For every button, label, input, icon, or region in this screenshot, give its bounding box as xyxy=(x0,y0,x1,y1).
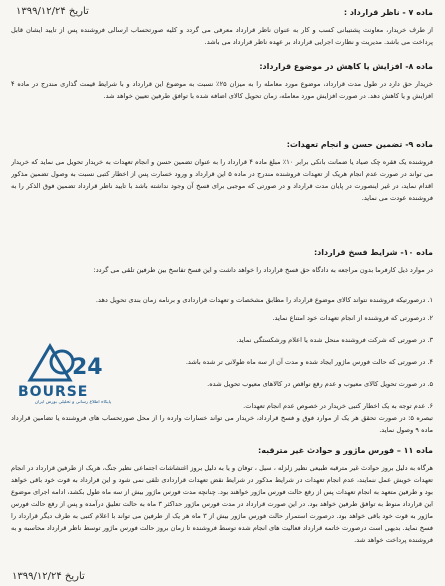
section-7-text xyxy=(11,24,433,48)
section-10-heading: ماده ۱۰- شرایط فسخ قرارداد: xyxy=(313,248,433,257)
section-10-note xyxy=(11,412,433,436)
section-11-text xyxy=(11,462,433,572)
list-item: ۶. عدم توجه به یک اخطار کتبی خریدار در خصوص عدم انجام تعهدات. xyxy=(243,402,433,410)
logo-subtitle: پایگاه اطلاع رسانی و تحلیلی بورس ایران xyxy=(34,400,112,405)
bottom-date-stamp: تاریخ ۱۳۹۹/۱۲/۲۴ xyxy=(12,571,85,582)
list-item: ۳. در صورتی که شرکت فروشنده منحل شده یا اعلام ورشکستگی نماید. xyxy=(236,336,433,344)
list-item: ۲. درصورتی که فروشنده از انجام تعهدات خود امتناع نماید. xyxy=(272,314,433,322)
section-9-heading: ماده ۹- تضمین حسن و انجام تعهدات: xyxy=(286,140,433,149)
section-9-text xyxy=(11,156,433,204)
logo-wordmark: BOURSE xyxy=(18,384,89,400)
list-item: ۵. در صورت تحویل کالای معیوب و عدم رفع نواقص در کالاهای معیوب تحویل شده. xyxy=(207,380,433,388)
section-10-intro xyxy=(11,264,433,276)
section-8-text xyxy=(11,78,433,102)
section-10-intro-text: در موارد ذیل کارفرما بدون مراجعه به دادگاه حق فسخ قرارداد را خواهد داشت و این فسخ تفاسخ بین طرفین تلقی می گردد: xyxy=(93,266,433,274)
section-7-paragraph: از طرف خریدار، معاونت پشتیبانی کسب و کار به عنوان ناظر قرارداد معرفی می گردد و کلیه صورتحساب ارسالی فروشنده پس از تایید ایشان قابل پرداخت می باشد. مدیریت و نظارت اجرایی قرارداد بر عهده ناظر قرارداد می باشد. xyxy=(11,26,433,46)
section-11-heading: ماده ۱۱ – فورس ماژور و حوادث غیر مترقبه: xyxy=(258,446,433,455)
svg-text:24: 24 xyxy=(72,355,103,380)
date-stamp: تاریخ ۱۳۹۹/۱۲/۲۴ xyxy=(16,6,89,17)
section-8-heading: ماده ۸- افزایش یا کاهش در موضوع قرارداد: xyxy=(259,62,433,71)
section-8-paragraph: خریدار حق دارد در طول مدت قرارداد، موضوع مورد معامله را به میزان ۲۵٪ نسبت به موضوع این قرارداد و با شرایط قیمت گذاری مندرج در ماده ۴ افزایش و یا کاهش دهد. در صورت افزایش مورد معامله، زمان تحویل کالای اضافه شده با توافق طرفین تعیین خواهد شد. xyxy=(11,80,433,100)
bourse-logo xyxy=(10,340,130,408)
section-11-paragraph: هرگاه به دلیل بروز حوادث غیر مترقبه طبیعی نظیر زلزله ، سیل ، توفان و یا به دلیل بروز اغتشاشات اجتماعی نظیر جنگ، هریک از طرفین قرارداد در انجام تعهدات خویش عمل ننمایند، عدم انجام تعهدات در شرایط مذکور در شرایط نقض تعهدات قراردادی تلقی نمی شود و این قرارداد به قوت خود باقی خواهد بود و طرفین متعهد به انجام تعهدات پس از رفع حالت فورس ماژور خواهند بود. چنانچه مدت فورس ماژور بیش از سه ماه طول بکشد، ادامه اجرای موضوع این قرارداد منوط به توافق طرفین خواهد بود. در این صورت قرارداد در مدت فورس ماژور حداکثر ۳ ماه به حالت تعلیق درآمده و پس از رفع حالت فورس ماژور به قوت خود باقی خواهد بود. درصورت استمرار حالت فورس ماژور بیش از ۳ ماه هر یک از طرفین می تواند با اعلام کتبی به طرف دیگر قرارداد را فسخ نماید. بدیهی است درصورت خاتمه قرارداد فعالیت های انجام شده توسط فروشنده تا زمان بروز حالت فورس ماژور توسط ناظر قرارداد محاسبه و به فروشنده پرداخت خواهد شد. xyxy=(11,464,433,544)
list-item: ۴. در صورتی که حالت فورس ماژور ایجاد شده و مدت آن از سه ماه طولانی تر شده باشد. xyxy=(185,358,433,366)
section-7-heading: ماده ۷ - ناظر قرارداد : xyxy=(343,8,433,17)
section-9-paragraph: فروشنده یک فقره چک صیاد یا ضمانت بانکی برابر ۱۰٪ مبلغ ماده ۴ قرارداد را به عنوان تضمین حسن و انجام تعهدات به خریدار تحویل می نماید که خریدار می تواند در صورت عدم انجام هریک از تعهدات فروشنده مندرج در ماده ۵ این قرارداد و ورود خسارت پس از اخطار کتبی نسبت به وصول تضمین مذکور اقدام نماید، در غیر اینصورت در پایان مدت قرارداد و در صورتی که موجبی برای فسخ آن وجود نداشته باشد با تایید ناظر قرارداد تضمین فوق الذکر را به فروشنده عودت می نماید. xyxy=(11,158,433,202)
section-10-note-text: تبصره ۵: در صورت تحقق هر یک از موارد فوق و فسخ قرارداد، خریدار می تواند خسارات وارده را از محل صورتحساب های فروشنده یا تضامین قرارداد ماده ۹ وصول نماید. xyxy=(11,414,433,434)
bourse-logo-mark xyxy=(10,340,130,388)
list-item: ۱. درصورتیکه فروشنده نتواند کالای موضوع قرارداد را مطابق مشخصات و تعهدات قراردادی و برنامه زمان بندی تحویل دهد. xyxy=(95,296,433,304)
